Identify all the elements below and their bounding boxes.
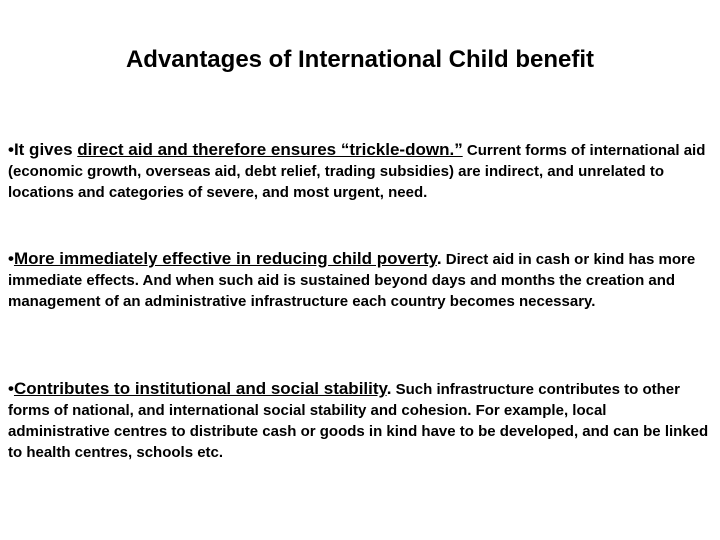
- point-underlined-phrase: More immediately effective in reducing child poverty: [13, 249, 437, 268]
- bullet: •: [8, 379, 14, 398]
- point-lead: [8, 379, 391, 398]
- point-prefix: It gives: [13, 140, 78, 159]
- point-after-underline: .: [386, 379, 392, 398]
- point-after-underline: .: [436, 249, 442, 268]
- point-underlined-phrase: direct aid and therefore ensures “trickle-down.”: [77, 140, 463, 159]
- advantage-point-direct-aid: [8, 139, 712, 203]
- slide-title: Advantages of International Child benefit: [125, 46, 595, 73]
- point-lead-rest: Such infrastructure: [391, 381, 534, 398]
- point-body: contributes to other forms of national, and international social stability and cohesion. For example, local administrative centres to distribute cash or goods in kind have to be developed, and can be linked to health centres, schools etc.: [8, 381, 709, 461]
- point-body: international aid (economic growth, overseas aid, debt relief, trading subsidies) are indirect, and unrelated to locations and categories of severe, and most urgent, need.: [8, 142, 706, 201]
- advantage-point-immediate-effect: [8, 248, 712, 312]
- point-lead-rest: Current forms of: [462, 142, 586, 159]
- point-underlined-phrase: Contributes to institutional and social stability: [13, 379, 387, 398]
- advantage-point-stability: [8, 378, 712, 463]
- point-lead: [8, 249, 442, 268]
- point-lead: [8, 140, 463, 159]
- bullet: •: [8, 140, 14, 159]
- bullet: •: [8, 249, 14, 268]
- point-lead-rest: Direct aid in cash or: [441, 251, 590, 268]
- point-body: kind has more immediate effects. And when such aid is sustained beyond days and months the creation and management of an administrative infrastructure each country becomes necessary.: [8, 251, 696, 310]
